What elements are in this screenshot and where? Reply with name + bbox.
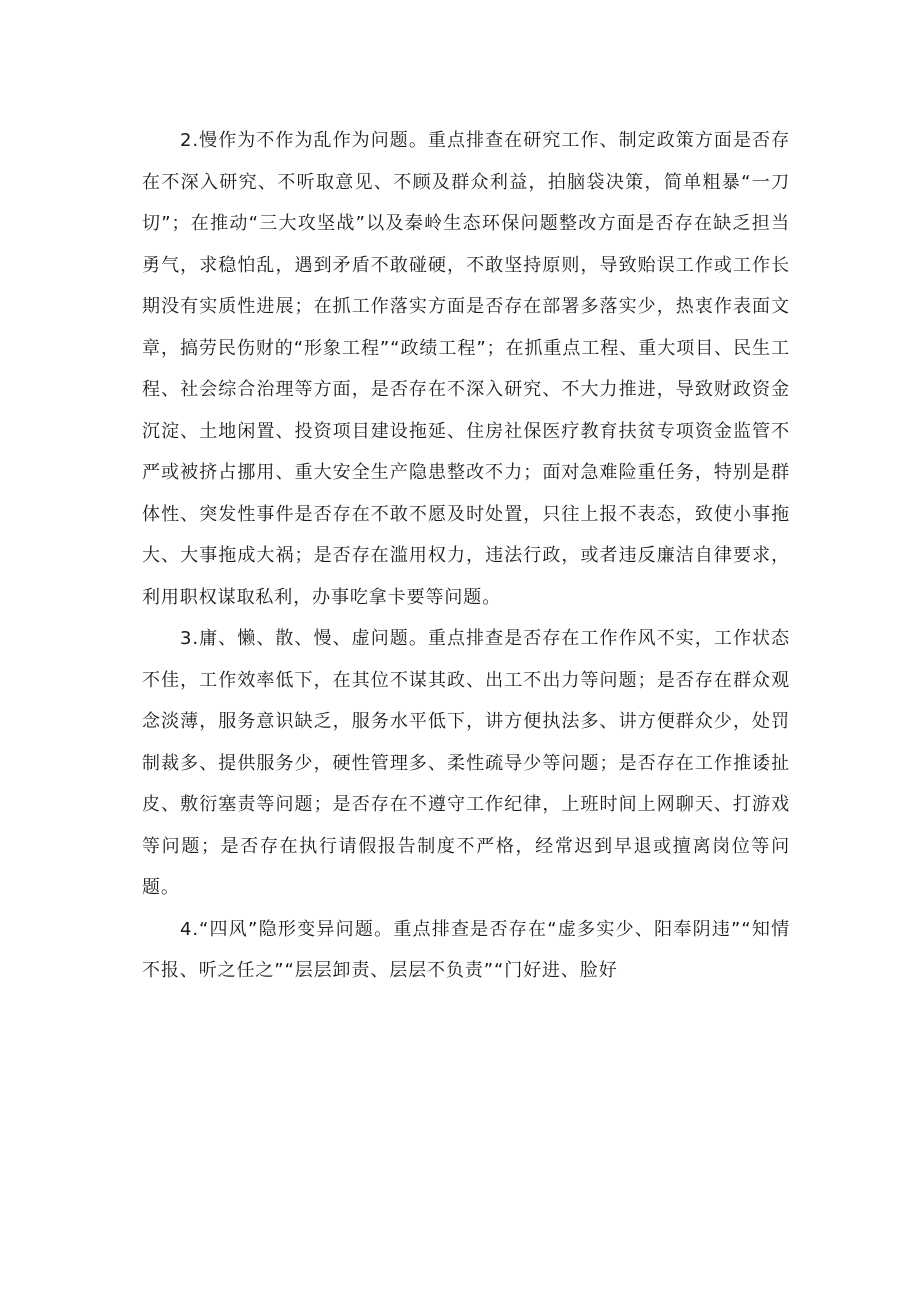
paragraph-item-2: 2.慢作为不作为乱作为问题。重点排查在研究工作、制定政策方面是否存在不深入研究、不听取意见、不顾及群众利益，拍脑袋决策，简单粗暴“一刀切”；在推动“三大攻坚战”以及秦岭生态环保问题整改方面是否存在缺乏担当勇气，求稳怕乱，遇到矛盾不敢碰硬，不敢坚持原则，导致贻误工作或工作长期没有实质性进展；在抓工作落实方面是否存在部署多落实少，热衷作表面文章，搞劳民伤财的“形象工程”“政绩工程”；在抓重点工程、重大项目、民生工程、社会综合治理等方面，是否存在不深入研究、不大力推进，导致财政资金沉淀、土地闲置、投资项目建设拖延、住房社保医疗教育扶贫专项资金监管不严或被挤占挪用、重大安全生产隐患整改不力；面对急难险重任务，特别是群体性、突发性事件是否存在不敢不愿及时处置，只往上报不表态，致使小事拖大、大事拖成大祸；是否存在滥用权力，违法行政，或者违反廉洁自律要求，利用职权谋取私利，办事吃拿卡要等问题。	[142, 130, 790, 608]
document-body	[142, 120, 790, 992]
paragraph-item-4: 4.“四风”隐形变异问题。重点排查是否存在“虚多实少、阳奉阴违”“知情不报、听之任之”“层层卸责、层层不负责”“门好进、脸好	[142, 918, 790, 981]
paragraph-item-3: 3.庸、懒、散、慢、虚问题。重点排查是否存在工作作风不实，工作状态不佳，工作效率低下，在其位不谋其政、出工不出力等问题；是否存在群众观念淡薄，服务意识缺乏，服务水平低下，讲方便执法多、讲方便群众少，处罚制裁多、提供服务少，硬性管理多、柔性疏导少等问题；是否存在工作推诿扯皮、敷衍塞责等问题；是否存在不遵守工作纪律，上班时间上网聊天、打游戏等问题；是否存在执行请假报告制度不严格，经常迟到早退或擅离岗位等问题。	[142, 628, 790, 898]
